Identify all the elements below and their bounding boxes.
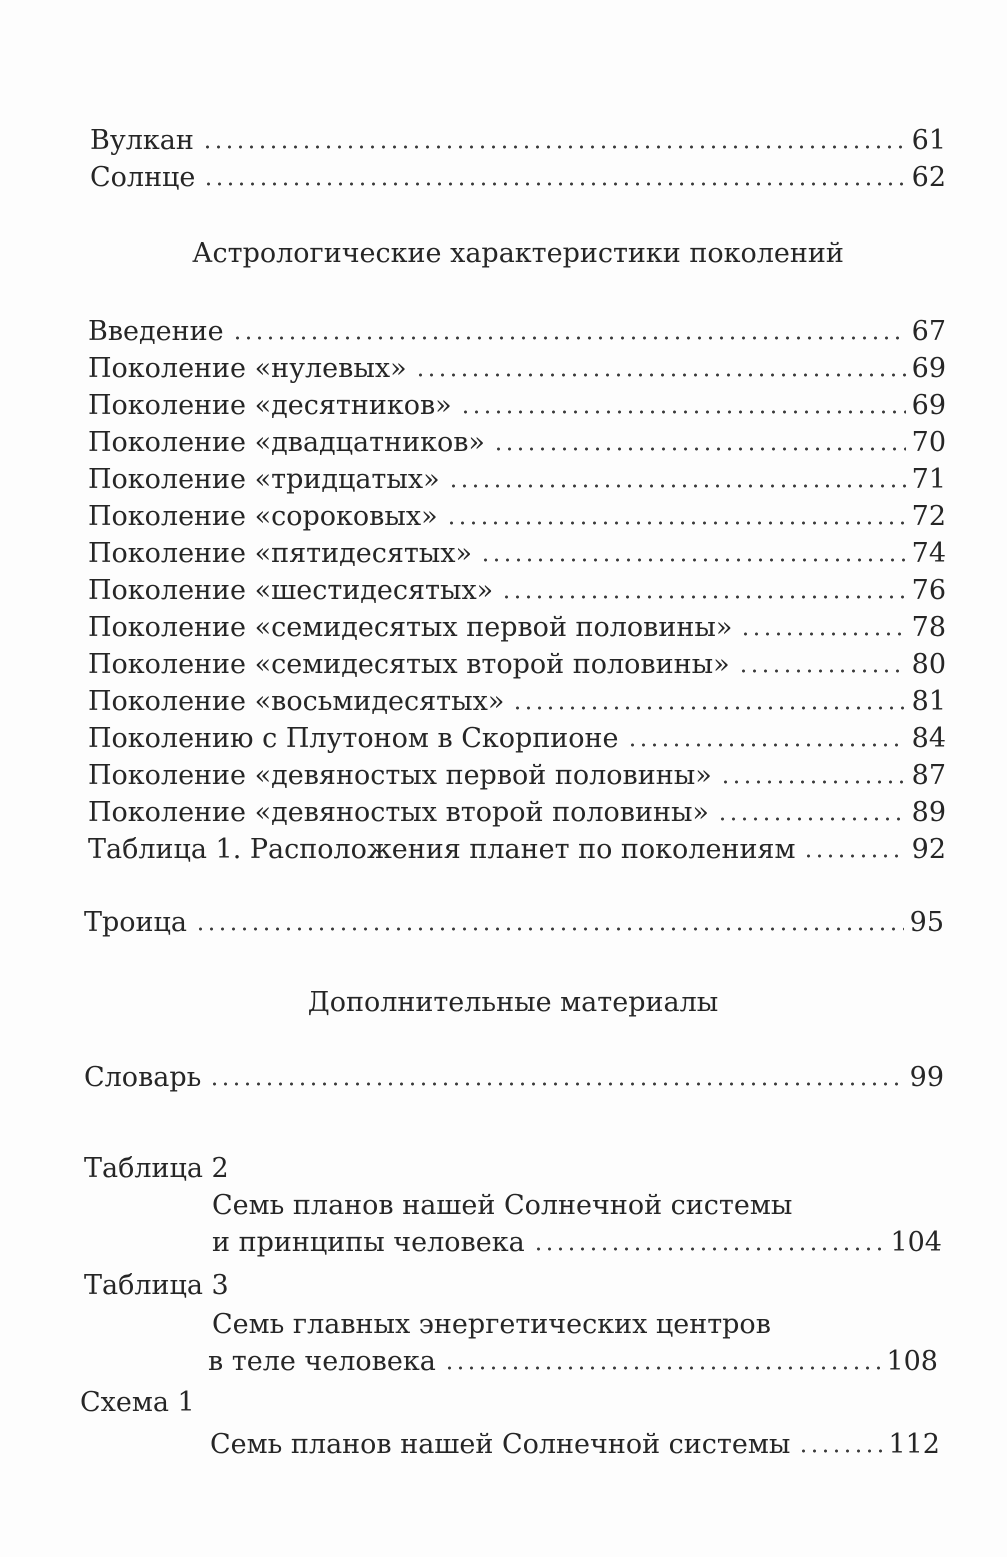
toc-entry xyxy=(90,159,946,196)
section-heading: Дополнительные материалы xyxy=(307,987,719,1018)
toc-entry-title: Поколение «восьмидесятых» xyxy=(88,686,505,717)
toc-entry-title: Поколение «нулевых» xyxy=(88,353,407,384)
toc-entry-title-line: Семь планов нашей Солнечной системы xyxy=(212,1190,793,1221)
toc-entry xyxy=(88,609,946,646)
leader-dots xyxy=(448,484,906,488)
toc-group-label: Таблица 3 xyxy=(84,1270,229,1301)
toc-entry-title: Таблица 1. Расположения планет по поколениям xyxy=(88,834,796,865)
leader-dots xyxy=(209,1082,903,1086)
toc-entry-title: Поколение «двадцатников» xyxy=(88,427,485,458)
leader-dots xyxy=(415,373,906,377)
toc-entry-title-line: Семь главных энергетических центров xyxy=(212,1309,771,1340)
toc-entry xyxy=(88,720,946,757)
toc-entry-title: Поколение «пятидесятых» xyxy=(88,538,473,569)
leader-dots xyxy=(446,521,906,525)
toc-entry xyxy=(88,313,946,350)
toc-entry-page: 87 xyxy=(911,760,946,791)
toc-entry xyxy=(84,1059,944,1096)
leader-dots xyxy=(512,706,905,710)
toc-entry-title: и принципы человека xyxy=(212,1227,525,1258)
toc-entry-page: 61 xyxy=(911,125,946,156)
toc-entry xyxy=(90,122,946,159)
leader-dots xyxy=(740,632,905,636)
toc-entry xyxy=(212,1224,942,1261)
leader-dots xyxy=(501,595,905,599)
toc-entry xyxy=(210,1426,940,1463)
toc-entry-title: Вулкан xyxy=(90,125,194,156)
toc-entry-page: 108 xyxy=(886,1346,938,1377)
leader-dots xyxy=(460,410,906,414)
leader-dots xyxy=(738,669,906,673)
toc-entry-page: 89 xyxy=(911,797,946,828)
toc-entry-page: 69 xyxy=(911,353,946,384)
toc-entry xyxy=(88,424,946,461)
toc-entry xyxy=(88,350,946,387)
section-heading: Астрологические характеристики поколений xyxy=(192,238,844,269)
toc-entry-page: 76 xyxy=(911,575,946,606)
toc-entry-title: Поколение «девяностых второй половины» xyxy=(88,797,709,828)
toc-entry-title: Поколение «сороковых» xyxy=(88,501,438,532)
toc-entry-page: 112 xyxy=(888,1429,940,1460)
toc-entry-page: 92 xyxy=(911,834,946,865)
toc-group-label: Схема 1 xyxy=(80,1387,195,1418)
toc-entry-page: 69 xyxy=(911,390,946,421)
toc-entry-page: 104 xyxy=(890,1227,942,1258)
leader-dots xyxy=(493,447,906,451)
toc-entry-title: Поколение «семидесятых первой половины» xyxy=(88,612,733,643)
leader-dots xyxy=(444,1366,881,1370)
leader-dots xyxy=(202,145,906,149)
toc-entry-page: 81 xyxy=(911,686,946,717)
toc-entry-page: 67 xyxy=(911,316,946,347)
toc-entry-page: 99 xyxy=(909,1062,944,1093)
toc-entry-page: 74 xyxy=(911,538,946,569)
toc-entry-title: Поколение «десятников» xyxy=(88,390,452,421)
toc-entry-page: 78 xyxy=(911,612,946,643)
toc-entry xyxy=(88,572,946,609)
leader-dots xyxy=(480,558,906,562)
leader-dots xyxy=(533,1247,885,1251)
toc-entry xyxy=(88,535,946,572)
toc-entry xyxy=(88,757,946,794)
toc-entry-title: Семь планов нашей Солнечной системы xyxy=(210,1429,791,1460)
leader-dots xyxy=(717,817,906,821)
toc-entry-title: Солнце xyxy=(90,162,196,193)
toc-entry-page: 95 xyxy=(909,907,944,938)
leader-dots xyxy=(195,927,904,931)
toc-entry-page: 80 xyxy=(911,649,946,680)
toc-entry-page: 84 xyxy=(911,723,946,754)
toc-entry xyxy=(208,1343,938,1380)
toc-entry xyxy=(88,646,946,683)
toc-entry-page: 71 xyxy=(911,464,946,495)
toc-entry-title: Поколение «тридцатых» xyxy=(88,464,440,495)
toc-entry-title: Поколению с Плутоном в Скорпионе xyxy=(88,723,619,754)
toc-entry xyxy=(88,794,946,831)
toc-group-label: Таблица 2 xyxy=(84,1153,229,1184)
toc-entry-title: Поколение «семидесятых второй половины» xyxy=(88,649,730,680)
toc-entry xyxy=(88,683,946,720)
toc-entry-title: в теле человека xyxy=(208,1346,436,1377)
toc-entry-page: 72 xyxy=(911,501,946,532)
leader-dots xyxy=(203,182,905,186)
toc-entry-page: 70 xyxy=(911,427,946,458)
leader-dots xyxy=(803,854,905,858)
leader-dots xyxy=(627,743,906,747)
toc-entry xyxy=(88,461,946,498)
toc-entry-title: Словарь xyxy=(84,1062,202,1093)
toc-entry xyxy=(88,498,946,535)
toc-entry-title: Введение xyxy=(88,316,224,347)
leader-dots xyxy=(720,780,906,784)
leader-dots xyxy=(798,1449,882,1453)
toc-entry xyxy=(88,831,946,868)
toc-entry xyxy=(88,387,946,424)
toc-entry-page: 62 xyxy=(911,162,946,193)
toc-entry xyxy=(84,904,944,941)
toc-entry-title: Троица xyxy=(84,907,188,938)
toc-entry-title: Поколение «девяностых первой половины» xyxy=(88,760,712,791)
leader-dots xyxy=(232,336,906,340)
toc-entry-title: Поколение «шестидесятых» xyxy=(88,575,494,606)
